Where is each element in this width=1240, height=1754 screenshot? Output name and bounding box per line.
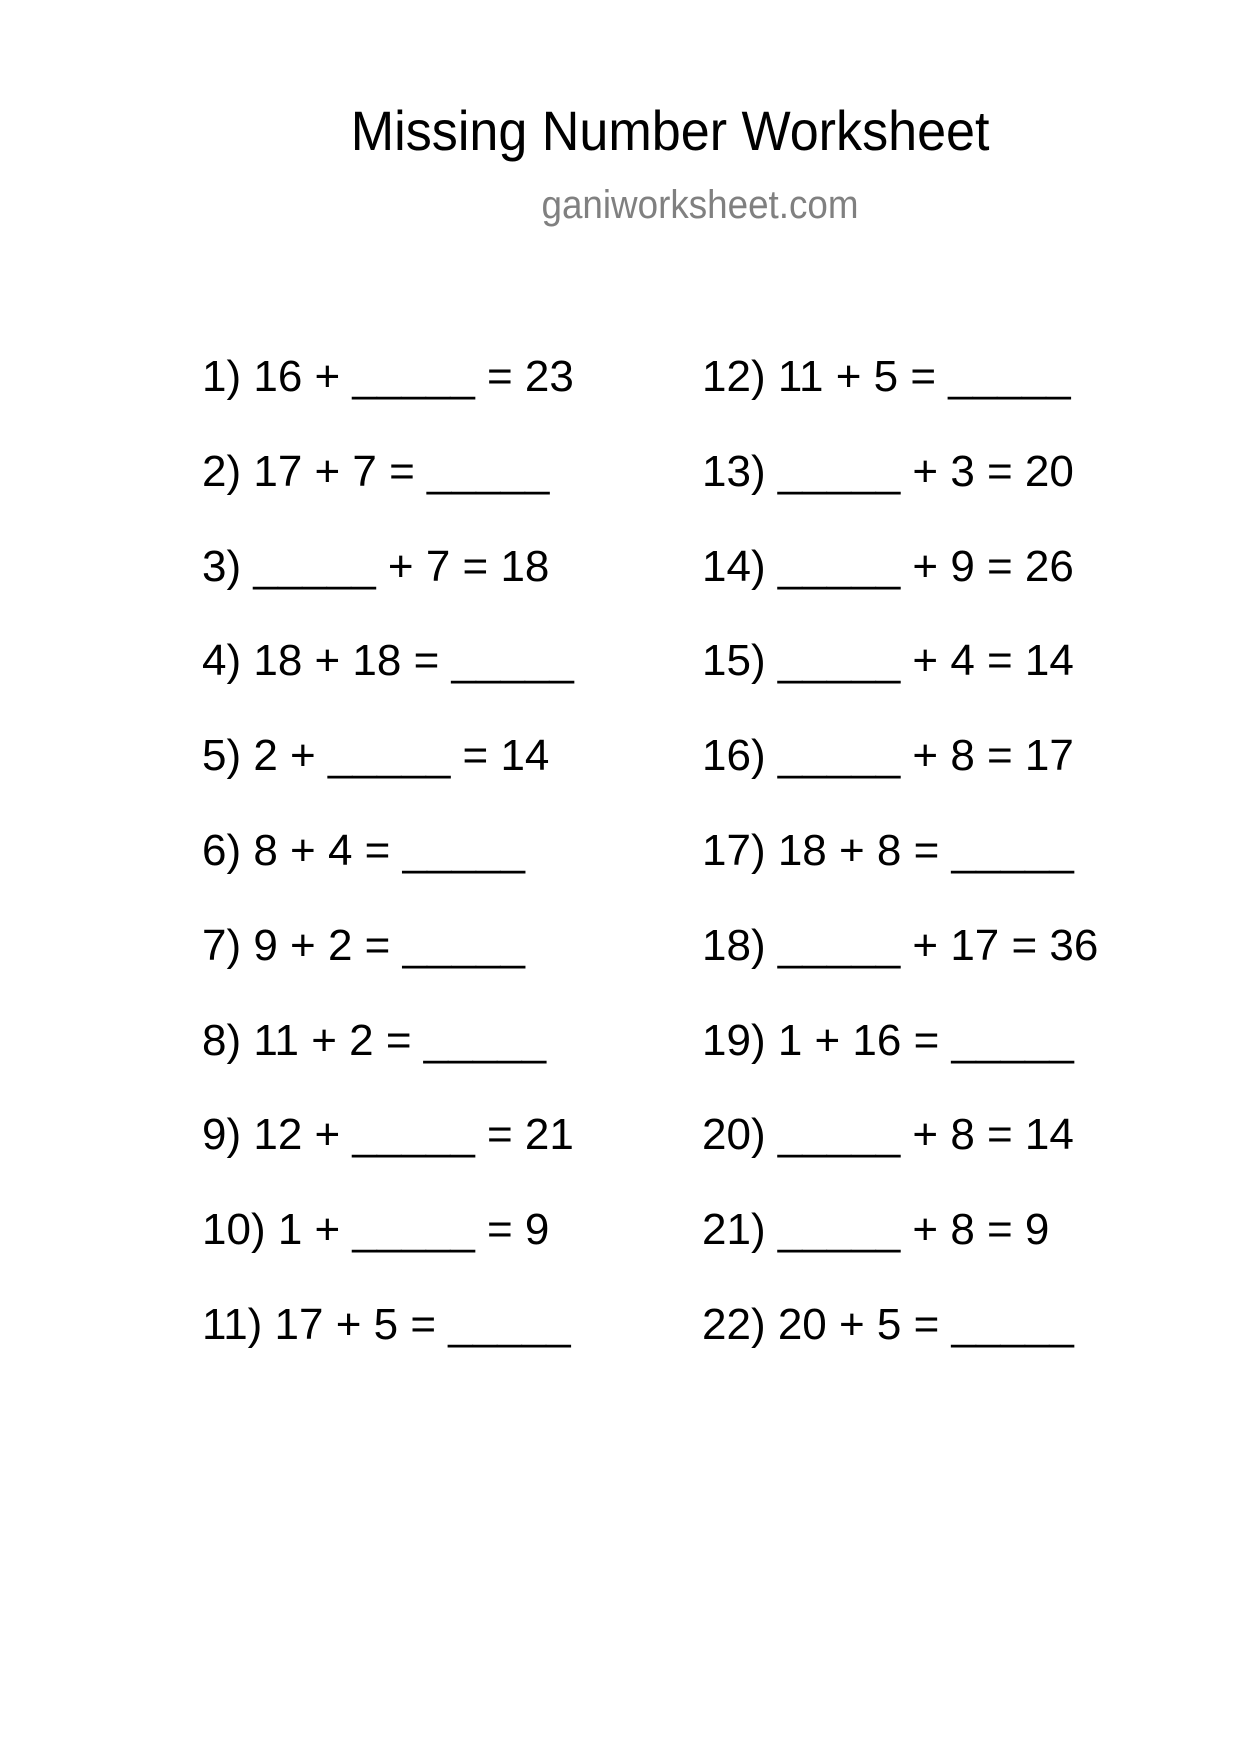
problem-22: 22) 20 + 5 = _____ [702,1299,1074,1349]
problem-12: 12) 11 + 5 = _____ [702,352,1071,401]
problems-column-right [702,349,1098,1392]
problem-14: 14) _____ + 9 = 26 [702,541,1074,591]
problem-4: 4) 18 + 18 = _____ [202,636,574,686]
problem-9: 9) 12 + _____ = 21 [202,1110,574,1160]
problem-11: 11) 17 + 5 = _____ [202,1299,571,1349]
problem-16: 16) _____ + 8 = 17 [702,731,1074,781]
problem-18: 18) _____ + 17 = 36 [702,920,1099,970]
problem-10: 10) 1 + _____ = 9 [202,1205,550,1255]
problem-20: 20) _____ + 8 = 14 [702,1110,1074,1160]
problem-6: 6) 8 + 4 = _____ [202,825,525,875]
page-title: Missing Number Worksheet [350,99,990,162]
problem-17: 17) 18 + 8 = _____ [702,825,1074,875]
problem-5: 5) 2 + _____ = 14 [202,731,550,781]
problem-3: 3) _____ + 7 = 18 [202,541,550,591]
problem-1: 1) 16 + _____ = 23 [202,352,574,401]
problem-15: 15) _____ + 4 = 14 [702,636,1074,686]
problem-13: 13) _____ + 3 = 20 [702,446,1074,496]
problem-7: 7) 9 + 2 = _____ [202,920,525,970]
website-subtitle: ganiworksheet.com [541,183,859,227]
problem-21: 21) _____ + 8 = 9 [702,1205,1050,1255]
problem-19: 19) 1 + 16 = _____ [702,1015,1074,1065]
problem-8: 8) 11 + 2 = _____ [202,1015,547,1065]
problems-column-left [202,349,574,1392]
problem-2: 2) 17 + 7 = _____ [202,446,550,496]
